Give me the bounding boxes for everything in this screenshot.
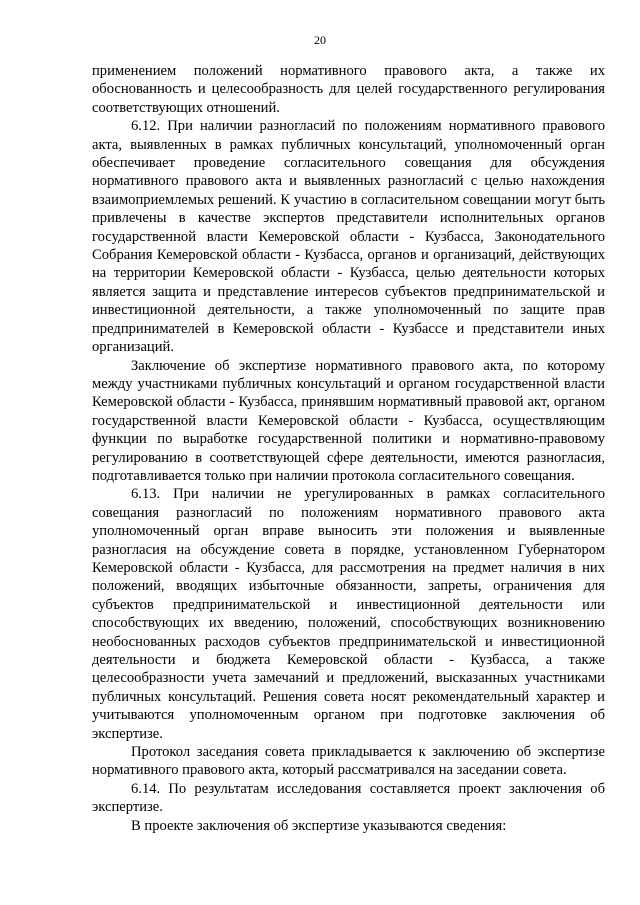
paragraph-6-12: 6.12. При наличии разногласий по положениям нормативного правового акта, выявленных в рамках публичных консультаций, уполномоченный орган обеспечивает проведение согласительного совещания для обсуждения нормативного правового акта и выявленных разногласий с целью нахождения взаимоприемлемых решений. К участию в согласительном совещании могут быть привлечены в качестве экспертов представители исполнительных органов государственной власти Кемеровской области - Кузбасса, Законодательного Собрания Кемеровской области - Кузбасса, органов и организаций, действующих на территории Кемеровской области - Кузбасса, целью деятельности которых является защита и представление интересов субъектов предпринимательской и инвестиционной деятельности, а также уполномоченный по защите прав предпринимателей в Кемеровской области - Кузбассе и представители иных организаций. (92, 118, 605, 356)
paragraph-conclusion-disagreements: Заключение об экспертизе нормативного правового акта, по которому между участниками публичных консультаций и органом государственной власти Кемеровской области - Кузбасса, принявшим нормативный правовой акт, органом государственной власти Кемеровской области - Кузбасса, осуществляющим функции по выработке государственной политики и нормативно-правовому регулированию в соответствующей сфере деятельности, имеются разногласия, подготавливается только при наличии протокола согласительного совещания. (92, 357, 605, 484)
paragraph-draft-conclusion-info: В проекте заключения об экспертизе указываются сведения: (131, 817, 507, 834)
paragraph-continuation: применением положений нормативного правового акта, а также их обоснованность и целесообразность для целей государственного регулирования соответствующих отношений. (92, 63, 605, 116)
paragraph-council-protocol: Протокол заседания совета прикладывается к заключению об экспертизе нормативного правового акта, который рассматривался на заседании совета. (92, 744, 605, 779)
paragraph-6-14: 6.14. По результатам исследования составляется проект заключения об экспертизе. (92, 780, 605, 816)
paragraph-6-13: 6.13. При наличии не урегулированных в рамках согласительного совещания разногласий по положениям нормативного правового акта уполномоченный орган вправе выносить эти положения и выявленные разногласия на обсуждение совета в порядке, установленном Губернатором Кемеровской области - Кузбасса, для рассмотрения на предмет наличия в них положений, вводящих избыточные обязанности, запреты, ограничения для субъектов предпринимательской и инвестиционной деятельности или способствующих их введению, положений, способствующих возникновению необоснованных расходов субъектов предпринимательской и инвестиционной деятельности и бюджета Кемеровской области - Кузбасса, а также целесообразности учета замечаний и предложений, высказанных участниками публичных консультаций. Решения совета носят рекомендательный характер и учитываются уполномоченным органом при подготовке заключения об экспертизе. (92, 486, 605, 742)
page-number: 20 (314, 33, 326, 47)
document-body (92, 62, 605, 835)
